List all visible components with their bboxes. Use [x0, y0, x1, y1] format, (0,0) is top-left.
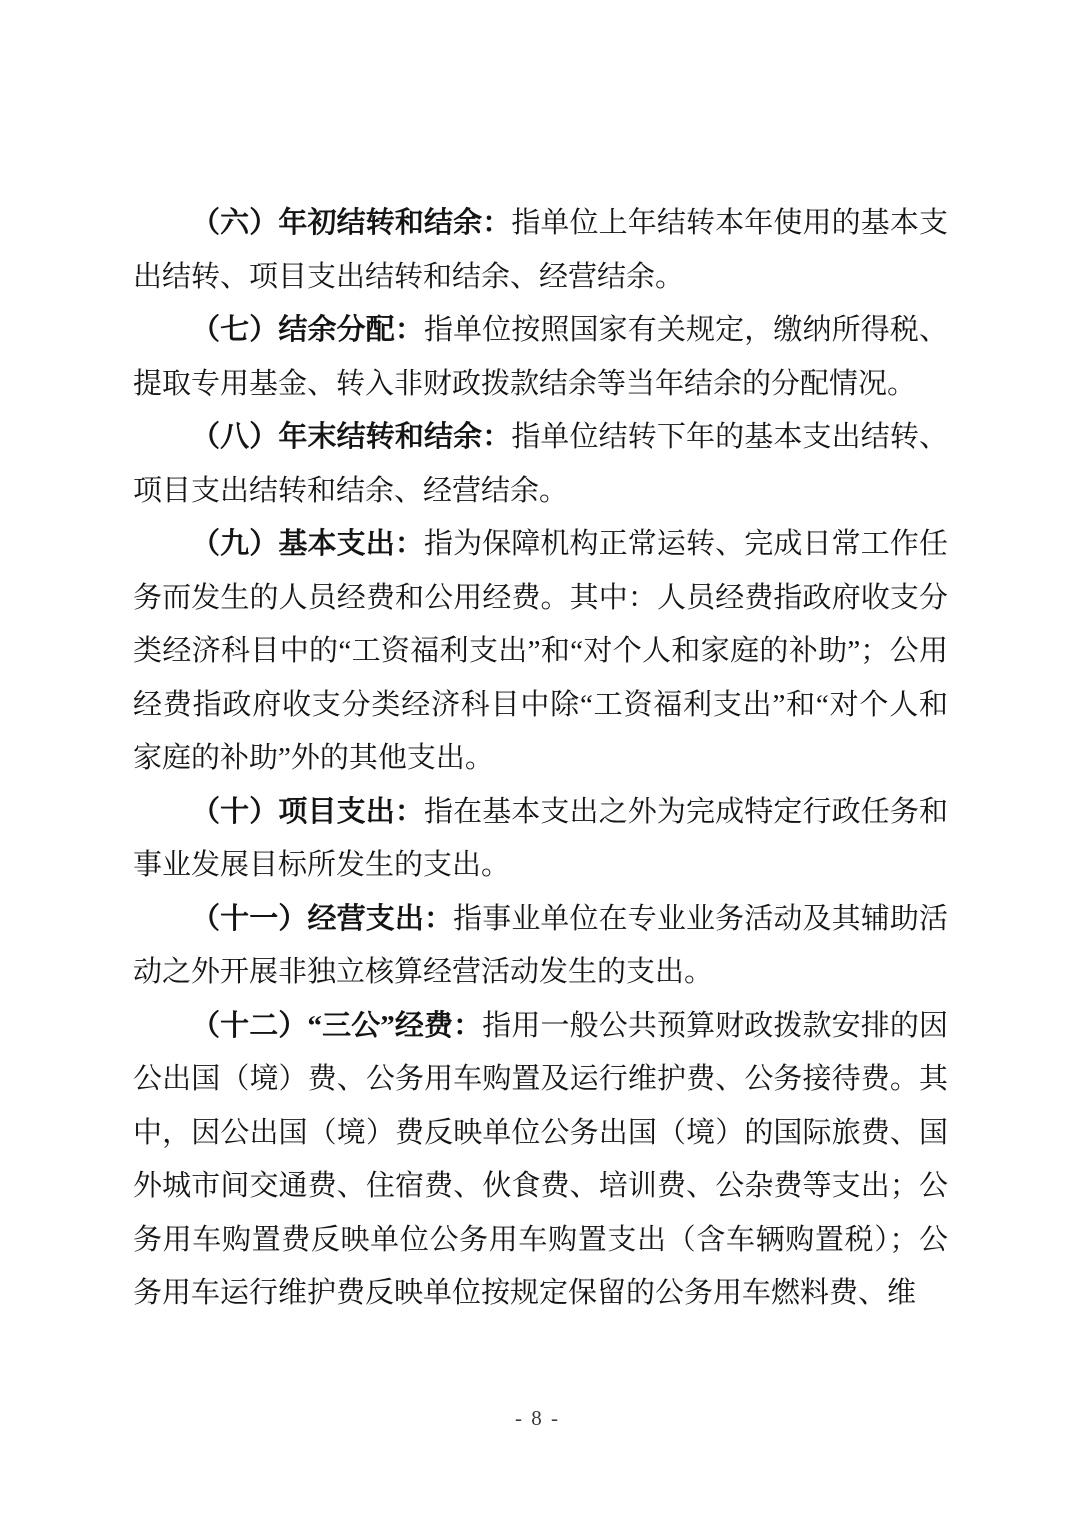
term-heading: （八）年末结转和结余：: [191, 421, 512, 453]
term-heading: （六）年初结转和结余：: [191, 207, 512, 239]
paragraph-term-10: [133, 786, 948, 893]
document-body: [133, 197, 948, 1321]
term-heading: （十一）经营支出：: [191, 902, 454, 935]
term-heading: （十）项目支出：: [191, 795, 424, 828]
term-definition: 指单位结转下年的基本支出结转、项目支出结转和结余、经营结余。: [133, 421, 948, 507]
term-heading: （七）结余分配：: [191, 314, 424, 346]
paragraph-term-8: [133, 411, 948, 518]
term-definition: 指用一般公共预算财政拨款安排的因公出国（境）费、公务用车购置及运行维护费、公务接待费。其中，因公出国（境）费反映单位公务出国（境）的国际旅费、国外城市间交通费、住宿费、伙食费、培训费、公杂费等支出；公务用车购置费反映单位公务用车购置支出（含车辆购置税）；公务用车运行维护费反映单位按规定保留的公务用车燃料费、维: [133, 1009, 948, 1309]
term-heading: （十二）“三公”经费：: [191, 1009, 483, 1042]
paragraph-term-9: [133, 518, 948, 786]
term-definition: 指事业单位在专业业务活动及其辅助活动之外开展非独立核算经营活动发生的支出。: [133, 902, 948, 988]
paragraph-term-7: [133, 304, 948, 411]
paragraph-term-11: [133, 893, 948, 1000]
paragraph-term-6: [133, 197, 948, 304]
term-definition: 指为保障机构正常运转、完成日常工作任务而发生的人员经费和公用经费。其中：人员经费指政府收支分类经济科目中的“工资福利支出”和“对个人和家庭的补助”；公用经费指政府收支分类经济科目中除“工资福利支出”和“对个人和家庭的补助”外的其他支出。: [133, 528, 948, 774]
term-definition: 指在基本支出之外为完成特定行政任务和事业发展目标所发生的支出。: [133, 795, 948, 881]
page-number: - 8 -: [515, 1406, 560, 1430]
paragraph-term-12: [133, 1000, 948, 1321]
term-definition: 指单位按照国家有关规定，缴纳所得税、提取专用基金、转入非财政拨款结余等当年结余的分配情况。: [133, 314, 948, 400]
term-definition: 指单位上年结转本年使用的基本支出结转、项目支出结转和结余、经营结余。: [133, 207, 948, 293]
term-heading: （九）基本支出：: [191, 528, 424, 560]
